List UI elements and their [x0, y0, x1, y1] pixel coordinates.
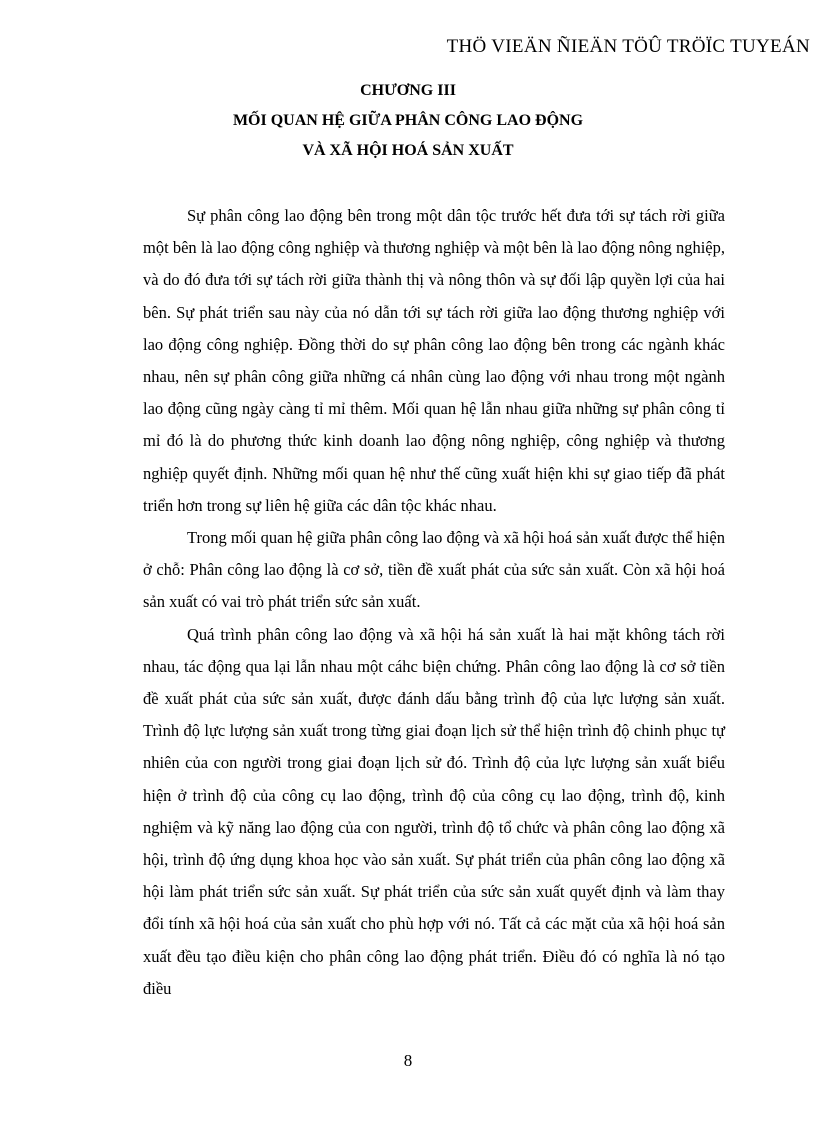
- chapter-title-line-2: VÀ XÃ HỘI HOÁ SẢN XUẤT: [302, 142, 514, 159]
- chapter-heading: [0, 76, 816, 166]
- page-number: 8: [403, 1051, 413, 1070]
- body-text: [143, 200, 725, 1005]
- paragraph-3: Quá trình phân công lao động và xã hội há sản xuất là hai mặt không tách rời nhau, tác động qua lại lẫn nhau một cáhc biện chứng. Phân công lao động là cơ sở tiền đề xuất phát của sức sản xuất, được đánh dấu bằng trình độ của lực lượng sản xuất. Trình độ lực lượng sản xuất trong từng giai đoạn lịch sử thể hiện trình độ chinh phục tự nhiên của con người trong giai đoạn lịch sử đó. Trình độ của lực lượng sản xuất biểu hiện ở trình độ của công cụ lao động, trình độ của công cụ lao động, trình độ, kinh nghiệm và kỹ năng lao động của con người, trình độ tổ chức và phân công lao động xã hội, trình độ ứng dụng khoa học vào sản xuất. Sự phát triển của phân công lao động xã hội làm phát triển sức sản xuất. Sự phát triển của sức sản xuất quyết định và làm thay đổi tính xã hội hoá của sản xuất cho phù hợp với nó. Tất cả các mặt của xã hội hoá sản xuất đều tạo điều kiện cho phân công lao động phát triển. Điều đó có nghĩa là nó tạo điều: [143, 624, 725, 998]
- paragraph-2: Trong mối quan hệ giữa phân công lao động và xã hội hoá sản xuất được thể hiện ở chỗ: Phân công lao động là cơ sở, tiền đề xuất phát của sức sản xuất. Còn xã hội hoá sản xuất có vai trò phát triển sức sản xuất.: [143, 528, 725, 612]
- running-header: THÖ VIEÄN ÑIEÄN TÖÛ TRÖÏC TUYEÁN: [446, 36, 810, 57]
- paragraph-1: Sự phân công lao động bên trong một dân tộc trước hết đưa tới sự tách rời giữa một bên là lao động công nghiệp và thương nghiệp và một bên là lao động nông nghiệp, và do đó đưa tới sự tách rời giữa thành thị và nông thôn và sự đối lập quyền lợi của hai bên. Sự phát triển sau này của nó dẫn tới sự tách rời giữa lao động thương nghiệp với lao động công nghiệp. Đồng thời do sự phân công lao động bên trong các ngành khác nhau, nên sự phân công giữa những cá nhân cùng lao động với nhau trong một ngành lao động cũng ngày càng tỉ mỉ thêm. Mối quan hệ lẫn nhau giữa những sự phân công tỉ mỉ đó là do phương thức kinh doanh lao động nông nghiệp, công nghiệp và thương nghiệp quyết định. Những mối quan hệ như thế cũng xuất hiện khi sự giao tiếp đã phát triển hơn trong sự liên hệ giữa các dân tộc khác nhau.: [143, 206, 725, 515]
- chapter-number: CHƯƠNG III: [360, 82, 456, 99]
- chapter-title-line-1: MỐI QUAN HỆ GIỮA PHÂN CÔNG LAO ĐỘNG: [232, 112, 584, 129]
